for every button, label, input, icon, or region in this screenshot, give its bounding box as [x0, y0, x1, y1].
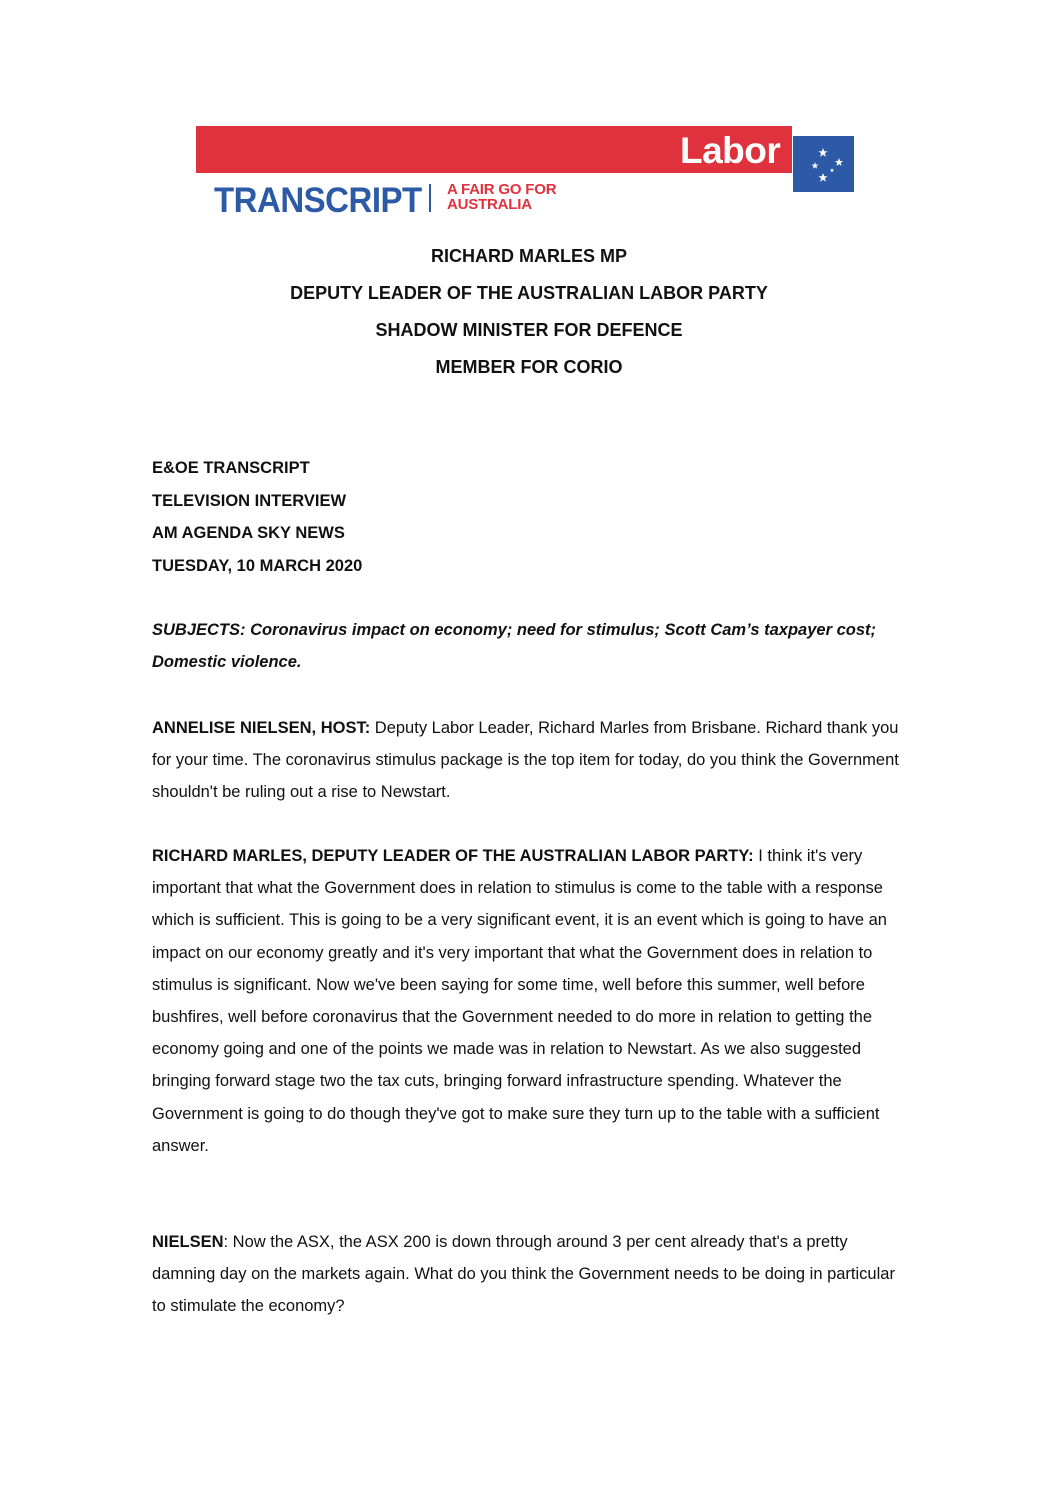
labor-logo-text: Labor [680, 130, 781, 171]
transcript-meta [152, 452, 852, 582]
speaker-label: ANNELISE NIELSEN, HOST: [152, 719, 371, 737]
transcript-title: TRANSCRIPT [214, 179, 422, 220]
speaker-label: NIELSEN [152, 1233, 224, 1251]
slogan [447, 182, 556, 212]
southern-cross-icon [793, 136, 854, 192]
meta-line-4: TUESDAY, 10 MARCH 2020 [152, 556, 363, 575]
banner-divider [429, 184, 431, 212]
stars-icon [793, 136, 854, 192]
paragraph-text: : Now the ASX, the ASX 200 is down through around 3 per cent already that's a pretty damning day on the markets again. What do you think the Government needs to be doing in particular to stimulate the economy? [152, 1233, 895, 1316]
transcript-paragraph [152, 840, 912, 1162]
speaker-label: RICHARD MARLES, DEPUTY LEADER OF THE AUSTRALIAN LABOR PARTY: [152, 847, 754, 865]
transcript-banner [196, 126, 854, 218]
transcript-paragraph [152, 1226, 912, 1323]
slogan-line-2: AUSTRALIA [447, 196, 532, 213]
meta-line-2: TELEVISION INTERVIEW [152, 491, 347, 510]
transcript-paragraph [152, 712, 912, 809]
subjects-line: SUBJECTS: Coronavirus impact on economy; need for stimulus; Scott Cam’s taxpayer cost; Domestic violence. [152, 621, 877, 672]
speaker-role-1: DEPUTY LEADER OF THE AUSTRALIAN LABOR PARTY [290, 283, 768, 303]
meta-line-1: E&OE TRANSCRIPT [152, 459, 310, 477]
slogan-line-1: A FAIR GO FOR [447, 181, 557, 198]
speaker-role-3: MEMBER FOR CORIO [435, 357, 623, 377]
speaker-heading [150, 238, 908, 386]
speaker-name: RICHARD MARLES MP [431, 246, 627, 266]
paragraph-text: Deputy Labor Leader, Richard Marles from Brisbane. Richard thank you for your time. The coronavirus stimulus package is the top item for today, do you think the Government shouldn't be ruling out a rise to Newstart. [152, 719, 899, 802]
meta-line-3: AM AGENDA SKY NEWS [152, 524, 345, 542]
paragraph-text: I think it's very important that what the Government does in relation to stimulus is come to the table with a response which is sufficient. This is going to be a very significant event, it is an event which is going to have an impact on our economy greatly and it's very important that what the Government does in relation to stimulus is significant. Now we've been saying for some time, well before this summer, well before bushfires, well before coronavirus that the Government needed to do more in relation to getting the economy going and one of the points we made was in relation to Newstart. As we also suggested bringing forward stage two the tax cuts, bringing forward infrastructure spending. Whatever the Government is going to do though they've got to make sure they turn up to the table with a sufficient answer. [152, 847, 887, 1155]
speaker-role-2: SHADOW MINISTER FOR DEFENCE [375, 320, 683, 340]
